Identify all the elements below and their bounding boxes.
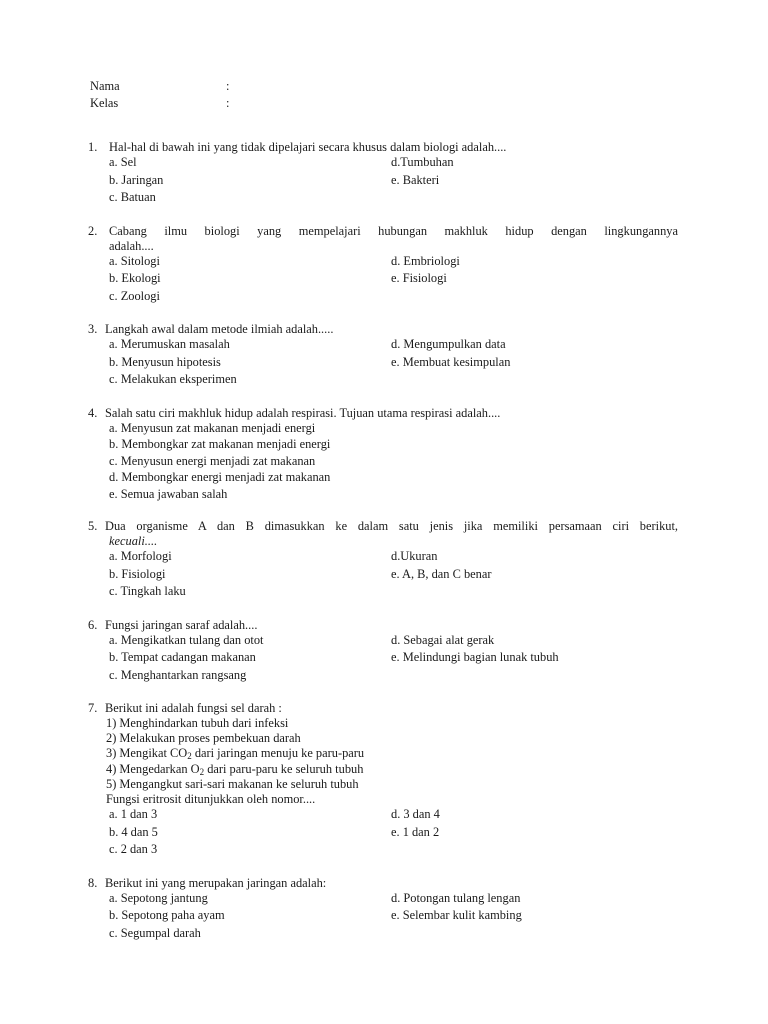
option-b: b. Tempat cadangan makanan: [109, 650, 256, 664]
student-info-header: [90, 79, 230, 113]
option-d: d. Potongan tulang lengan: [391, 890, 521, 905]
option-d: d.Ukuran: [391, 549, 438, 563]
question-text: Berikut ini adalah fungsi sel darah :: [105, 701, 282, 715]
name-label: Nama: [90, 79, 120, 93]
question-6: [88, 618, 678, 686]
question-text-continued: adalah....: [109, 238, 154, 253]
function-list: [88, 716, 678, 807]
question-text: Salah satu ciri makhluk hidup adalah respirasi. Tujuan utama respirasi adalah....: [105, 405, 501, 420]
option-a: a. Sitologi: [109, 253, 160, 268]
question-8: [88, 876, 678, 944]
option-b: b. Jaringan: [109, 172, 164, 187]
option-d: d. Embriologi: [391, 253, 460, 268]
question-5: [88, 519, 678, 602]
question-4: [88, 406, 678, 504]
class-colon: :: [226, 96, 230, 110]
option-e: e. Bakteri: [391, 172, 440, 187]
option-d: d.Tumbuhan: [391, 155, 454, 169]
question-number: 4.: [88, 405, 98, 420]
question-text: Cabang ilmu biologi yang mempelajari hubungan makhluk hidup dengan lingkungannya: [109, 223, 678, 238]
option-a: a. 1 dan 3: [109, 807, 158, 822]
option-a: a. Menyusun zat makanan menjadi energi: [109, 420, 316, 435]
question-number: 8.: [88, 875, 98, 890]
option-e: e. A, B, dan C benar: [391, 566, 492, 581]
options: [88, 337, 678, 390]
option-c: c. 2 dan 3: [109, 842, 158, 857]
question-number: 1.: [88, 140, 98, 154]
option-c: c. Zoologi: [109, 288, 160, 303]
option-a: a. Morfologi: [109, 549, 172, 563]
option-b: b. 4 dan 5: [109, 824, 158, 839]
list-item: 1) Menghindarkan tubuh dari infeksi: [106, 716, 289, 730]
question-text-continued: kecuali....: [109, 534, 158, 548]
option-c: c. Menghantarkan rangsang: [109, 667, 247, 682]
option-b: b. Ekologi: [109, 271, 161, 285]
option-b: b. Menyusun hipotesis: [109, 354, 221, 369]
question-text: Berikut ini yang merupakan jaringan adalah:: [105, 875, 327, 890]
option-c: c. Melakukan eksperimen: [109, 372, 237, 386]
option-e: e. Membuat kesimpulan: [391, 354, 511, 369]
option-e: e. Semua jawaban salah: [109, 486, 228, 501]
option-d: d. Mengumpulkan data: [391, 337, 506, 351]
name-colon: :: [226, 79, 230, 93]
option-d: d. Membongkar energi menjadi zat makanan: [109, 470, 331, 484]
option-e: e. Selembar kulit kambing: [391, 908, 522, 923]
question-number: 7.: [88, 701, 98, 715]
option-a: a. Sepotong jantung: [109, 890, 208, 905]
question-number: 5.: [88, 519, 98, 533]
class-row: [90, 96, 230, 113]
options: [88, 155, 678, 208]
question-text: Fungsi jaringan saraf adalah....: [105, 617, 258, 632]
option-e: e. Fisiologi: [391, 271, 447, 285]
options: [88, 807, 678, 860]
option-b: b. Sepotong paha ayam: [109, 908, 225, 923]
option-e: e. 1 dan 2: [391, 824, 440, 839]
question-number: 3.: [88, 322, 98, 336]
question-1: [88, 140, 678, 208]
option-a: a. Merumuskan masalah: [109, 337, 230, 351]
question-number: 2.: [88, 223, 98, 238]
question-7: [88, 701, 678, 860]
question-prompt: Fungsi eritrosit ditunjukkan oleh nomor....: [106, 791, 316, 806]
option-a: a. Mengikatkan tulang dan otot: [109, 632, 264, 647]
options: [88, 549, 678, 602]
list-item: 4) Mengedarkan $O_2$ dari paru-paru ke seluruh tubuh: [106, 761, 364, 777]
option-a: a. Sel: [109, 155, 137, 169]
option-b: b. Fisiologi: [109, 566, 166, 581]
options: [88, 421, 678, 504]
option-d: d. Sebagai alat gerak: [391, 632, 495, 647]
options: [88, 254, 678, 307]
option-c: c. Menyusun energi menjadi zat makanan: [109, 453, 316, 468]
list-item: 2) Melakukan proses pembekuan darah: [106, 731, 301, 746]
option-e: e. Melindungi bagian lunak tubuh: [391, 650, 559, 664]
option-c: c. Batuan: [109, 190, 156, 204]
option-b: b. Membongkar zat makanan menjadi energi: [109, 437, 331, 451]
question-text: Hal-hal di bawah ini yang tidak dipelajari secara khusus dalam biologi adalah....: [109, 140, 507, 154]
option-c: c. Tingkah laku: [109, 584, 186, 598]
options: [88, 633, 678, 686]
class-label: Kelas: [90, 96, 119, 110]
question-number: 6.: [88, 617, 98, 632]
question-2: [88, 224, 678, 307]
question-text: Langkah awal dalam metode ilmiah adalah.....: [105, 322, 334, 336]
list-item: 5) Mengangkut sari-sari makanan ke seluruh tubuh: [106, 776, 359, 791]
question-3: [88, 322, 678, 390]
subscript: 2: [199, 766, 205, 777]
name-row: [90, 79, 230, 96]
options: [88, 891, 678, 944]
question-list: [88, 140, 678, 959]
question-text: Dua organisme A dan B dimasukkan ke dalam satu jenis jika memiliki persamaan ciri berikut,: [105, 519, 678, 533]
option-d: d. 3 dan 4: [391, 807, 440, 822]
list-item: 3) Mengikat $CO_2$ dari jaringan menuju ke paru-paru: [106, 746, 365, 762]
option-c: c. Segumpal darah: [109, 925, 201, 940]
subscript: 2: [187, 751, 192, 762]
